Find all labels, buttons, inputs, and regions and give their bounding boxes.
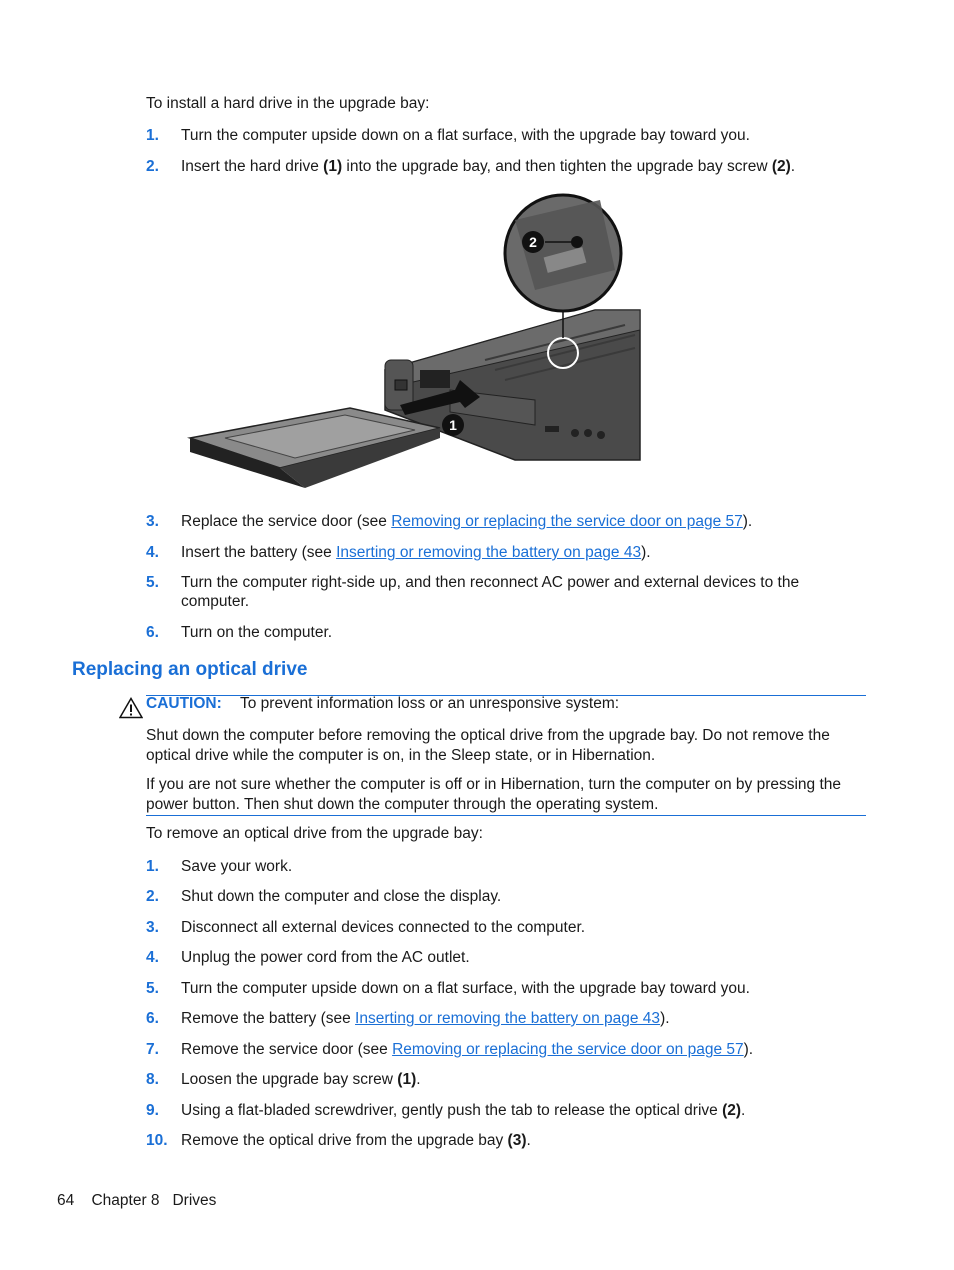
step-text: Remove the optical drive from the upgrade bay (3). [181, 1132, 531, 1149]
caution-rule-bottom [146, 815, 866, 816]
step-text: Save your work. [181, 858, 293, 875]
step-number: 2. [146, 158, 159, 175]
callout-ref: (1) [397, 1071, 417, 1088]
callout-ref: (1) [323, 158, 343, 175]
caution-paragraph: Shut down the computer before removing the optical drive from the upgrade bay. Do not remove the optical drive while the computer is on, in the Sleep state, or in Hibernation. [146, 727, 830, 764]
page-footer [57, 1192, 216, 1210]
caution-paragraph: If you are not sure whether the computer is off or in Hibernation, turn the computer on by pressing the power button. Then shut down the computer through the operating system. [146, 776, 842, 813]
service-door-link[interactable]: Removing or replacing the service door on page 57 [391, 513, 743, 530]
install-intro: To install a hard drive in the upgrade bay: [146, 95, 430, 112]
step-text: Turn on the computer. [181, 624, 333, 641]
step-number: 6. [146, 1010, 159, 1027]
step-number: 6. [146, 624, 159, 641]
battery-link[interactable]: Inserting or removing the battery on page 43 [336, 544, 642, 561]
step-number: 1. [146, 127, 159, 144]
step-number: 4. [146, 949, 159, 966]
battery-link[interactable]: Inserting or removing the battery on page 43 [355, 1010, 661, 1027]
remove-intro: To remove an optical drive from the upgrade bay: [146, 825, 483, 842]
page-number: 64 [57, 1192, 75, 1209]
callout-number: 2 [529, 234, 537, 250]
step-text: Turn the computer right-side up, and then reconnect AC power and external devices to the computer. [181, 574, 800, 610]
callout-ref: (2) [722, 1102, 742, 1119]
step-number: 10. [146, 1132, 168, 1149]
step-number: 1. [146, 858, 159, 875]
step-number: 8. [146, 1071, 159, 1088]
step-number: 2. [146, 888, 159, 905]
step-number: 9. [146, 1102, 159, 1119]
caution-text: To prevent information loss or an unresponsive system: [240, 695, 620, 712]
step-number: 4. [146, 544, 159, 561]
step-text: Using a flat-bladed screwdriver, gently push the tab to release the optical drive (2). [181, 1102, 746, 1119]
step-text: Turn the computer upside down on a flat surface, with the upgrade bay toward you. [181, 980, 750, 997]
step-number: 5. [146, 574, 159, 591]
section-heading: Replacing an optical drive [72, 659, 308, 680]
callout-number: 1 [449, 417, 457, 433]
step-text: Shut down the computer and close the display. [181, 888, 502, 905]
warning-icon [119, 697, 143, 719]
step-number: 3. [146, 513, 159, 530]
callout-ref: (2) [771, 158, 791, 175]
caution-label: CAUTION: [146, 695, 222, 712]
step-text: Turn the computer upside down on a flat surface, with the upgrade bay toward you. [181, 127, 750, 144]
step-number: 5. [146, 980, 159, 997]
step-text: Loosen the upgrade bay screw (1). [181, 1071, 421, 1088]
step-text: Replace the service door (see Removing or replacing the service door on page 57). [181, 513, 753, 530]
step-text: Remove the battery (see Inserting or removing the battery on page 43). [181, 1010, 670, 1027]
hard-drive-install-figure [185, 190, 645, 490]
step-text: Remove the service door (see Removing or replacing the service door on page 57). [181, 1041, 754, 1058]
service-door-link[interactable]: Removing or replacing the service door on page 57 [392, 1041, 744, 1058]
step-text: Unplug the power cord from the AC outlet. [181, 949, 470, 966]
step-number: 7. [146, 1041, 159, 1058]
step-number: 3. [146, 919, 159, 936]
step-text: Insert the battery (see Inserting or removing the battery on page 43). [181, 544, 651, 561]
chapter-title: Drives [172, 1192, 217, 1209]
callout-ref: (3) [507, 1132, 527, 1149]
step-text: Insert the hard drive (1) into the upgrade bay, and then tighten the upgrade bay screw (2). [181, 158, 796, 175]
chapter-label: Chapter 8 [91, 1192, 160, 1209]
step-text: Disconnect all external devices connected to the computer. [181, 919, 586, 936]
